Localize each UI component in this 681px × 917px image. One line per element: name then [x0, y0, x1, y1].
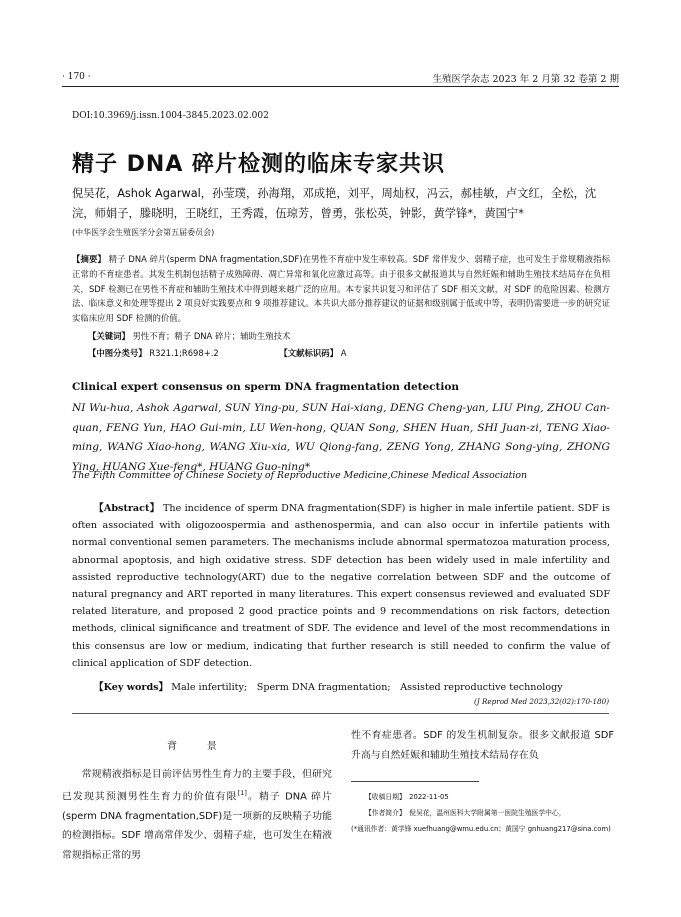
keywords-cn-text: 男性不育；精子 DNA 碎片；辅助生殖技术	[132, 331, 291, 341]
body-text-2: 。精子 DNA 碎片(sperm DNA fragmentation,SDF)是一项新的反映精子功能的检测指标。SDF 增高常伴发少、弱精子症，也可发生在精液常规指标正常的男	[62, 791, 332, 861]
footnotes	[351, 790, 617, 838]
abstract-en	[72, 500, 610, 672]
abstract-en-label: 【Abstract】	[94, 503, 160, 514]
keywords-cn	[88, 330, 290, 342]
organization-cn: (中华医学会生殖医学分会第五届委员会)	[72, 228, 215, 237]
corresponding-authors: (*通讯作者：黄学锋 xuefhuang@wmu.edu.cn；黄国宁 gnhuang217@sina.com)	[351, 825, 611, 833]
doi: DOI:10.3969/j.issn.1004-3845.2023.02.002	[72, 111, 269, 121]
author-intro: 【作者简介】 倪吴花，温州医科大学附属第一医院生殖医学中心，	[365, 809, 566, 817]
keywords-en-label: 【Key words】	[94, 682, 169, 693]
received-date: 【收稿日期】 2022-11-05	[365, 793, 449, 801]
reference-marker[interactable]: [1]	[237, 789, 247, 797]
body-left-column	[62, 737, 332, 865]
footnote-rule	[351, 781, 479, 782]
authors-cn: 倪吴花，Ashok Agarwal，孙莹璞，孙海翔，邓成艳，刘平，周灿权，冯云，郝桂敏，卢文红，全松，沈浣，师娟子，滕晓明，王晓红，王秀霞，伍琼芳，曾勇，张松英，钟影，黄学锋*，黄国宁*	[72, 187, 597, 220]
body-text-1: 常规精液指标是目前评估男性生育力的主要手段，但研究已发现其预测男性生育力的价值有限	[62, 768, 332, 803]
abstract-cn-label: 【摘要】	[72, 254, 106, 264]
article-title-cn: 精子 DNA 碎片检测的临床专家共识	[72, 152, 446, 177]
abstract-cn-text: 精子 DNA 碎片(sperm DNA fragmentation,SDF)在男性不育症中发生率较高。SDF 常伴发少、弱精子症，也可发生于常规精液指标正常的不育症患者。其发生机制包括精子成熟障碍、凋亡异常和氧化应激过高等。由于很多文献报道其与自然妊娠和辅助生殖技术结局存在负相关，SDF 检测已在男性不育症和辅助生殖技术中得到越来越广泛的应用。本专家共识复习和评估了 SDF 相关文献，对 SDF 的危险因素、检测方法、临床意义和处理等提出 2 项良好实践要点和 9 项推荐建议。本共识大部分推荐建议的证据和级别属于低或中等，表明仍需要进一步的研究证实临床应用 SDF 检测的价值。	[72, 254, 610, 324]
journal-issue: 生殖医学杂志 2023 年 2 月第 32 卷第 2 期	[432, 74, 619, 85]
authors-en: NI Wu-hua, Ashok Agarwal, SUN Ying-pu, SUN Hai-xiang, DENG Cheng-yan, LIU Ping, ZHOU Can-quan, FENG Yun, HAO Gui-min, LU Wen-hong, QUAN Song, SHEN Huan, SHI Juan-zi, TENG Xiao-ming, WANG Xiao-hong, WANG Xiu-xia, WU Qiong-fang, ZENG Yong, ZHANG Song-ying, ZHONG Ying, HUANG Xue-feng*, HUANG Guo-ning*	[72, 402, 610, 473]
abstract-cn	[72, 252, 610, 326]
keywords-cn-label: 【关键词】	[88, 331, 130, 341]
header-rule	[62, 86, 619, 87]
body-right-column: 性不育症患者。SDF 的发生机制复杂。很多文献报道 SDF 升高与自然妊娠和辅助生殖技术结局存在负	[351, 730, 614, 761]
body-paragraph	[62, 765, 332, 866]
organization-en: The Fifth Committee of Chinese Society of Reproductive Medicine,Chinese Medical Association	[72, 470, 528, 481]
classification-label: 【中图分类号】	[88, 348, 147, 358]
section-heading: 背 景	[167, 741, 227, 752]
keywords-en	[94, 679, 563, 693]
citation: (J Reprod Med 2023,32(02):170-180)	[474, 697, 609, 706]
abstract-en-text: The incidence of sperm DNA fragmentation(SDF) is higher in male infertile patient. SDF is often associated with oligozoospermia and asthenospermia, and can also occur in infertile patients with normal conventional semen parameters. The mechanisms include abnormal spermatozoa maturation process, abnormal apoptosis, and high oxidative stress. SDF detection has been widely used in male infertility and assisted reproductive technology(ART) due to the negative correlation between SDF and the outcome of natural pregnancy and ART reported in many literatures. This expert consensus reviewed and evaluated SDF related literature, and proposed 2 good practice points and 9 recommendations on risk factors, detection methods, clinical significance and treatment of SDF. The evidence and level of the most recommendations in this consensus are low or medium, indicating that further research is still needed to confirm the value of clinical application of SDF detection.	[72, 503, 610, 669]
classification-value: R321.1;R698+.2	[149, 348, 219, 358]
document-code-value: A	[340, 348, 347, 358]
classification-cn	[88, 347, 346, 359]
document-code-label: 【文献标识码】	[279, 348, 339, 358]
article-title-en: Clinical expert consensus on sperm DNA fragmentation detection	[72, 381, 460, 393]
abstract-rule	[72, 713, 609, 714]
keywords-en-text: Male infertility; Sperm DNA fragmentation; Assisted reproductive technology	[171, 682, 563, 693]
page-number: · 170 ·	[62, 72, 91, 82]
